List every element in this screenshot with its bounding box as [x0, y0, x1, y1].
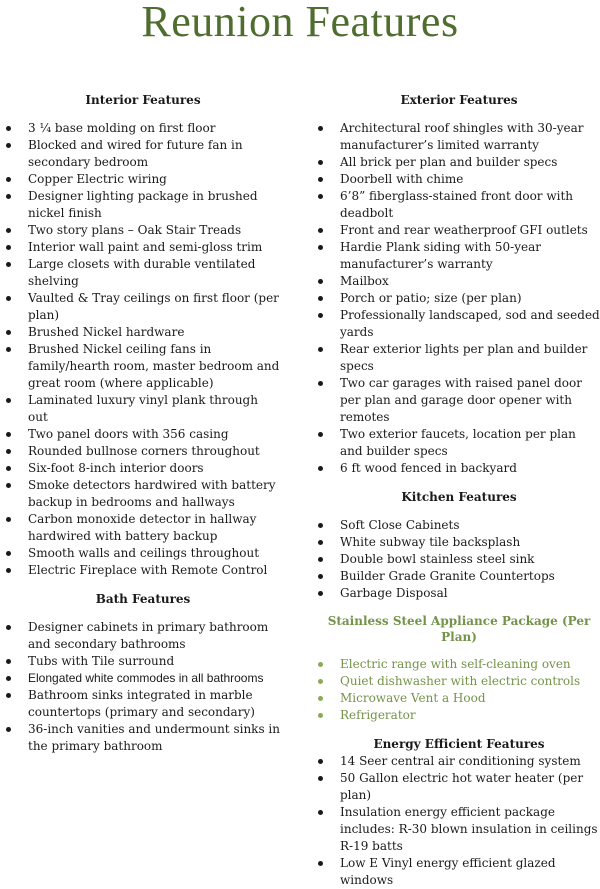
bullet-icon: [6, 330, 11, 335]
bullet-icon: [318, 776, 323, 781]
right-column: [318, 92, 600, 889]
kitchen-features-list: [318, 517, 600, 602]
list-item: Electric range with self-cleaning oven: [318, 656, 600, 673]
bullet-icon: [318, 296, 323, 301]
list-item: Bathroom sinks integrated in marble countertops (primary and secondary): [6, 687, 280, 721]
bullet-icon: [318, 696, 323, 701]
list-item: 3 ¼ base molding on first floor: [6, 120, 280, 137]
energy-features-list: [318, 753, 600, 889]
bullet-icon: [318, 574, 323, 579]
bullet-icon: [6, 398, 11, 403]
list-item: Vaulted & Tray ceilings on first floor (per plan): [6, 290, 280, 324]
exterior-features-list: [318, 120, 600, 477]
list-item: 14 Seer central air conditioning system: [318, 753, 600, 770]
list-item: Garbage Disposal: [318, 585, 600, 602]
interior-features-list: [6, 120, 280, 579]
bullet-icon: [6, 177, 11, 182]
bullet-icon: [318, 381, 323, 386]
list-item: All brick per plan and builder specs: [318, 154, 600, 171]
bullet-icon: [318, 313, 323, 318]
bullet-icon: [6, 245, 11, 250]
list-item: Doorbell with chime: [318, 171, 600, 188]
bullet-icon: [318, 591, 323, 596]
list-item: Two story plans – Oak Stair Treads: [6, 222, 280, 239]
bullet-icon: [6, 228, 11, 233]
bullet-icon: [318, 177, 323, 182]
list-item: Quiet dishwasher with electric controls: [318, 673, 600, 690]
list-item: Tubs with Tile surround: [6, 653, 280, 670]
list-item: Refrigerator: [318, 707, 600, 724]
bullet-icon: [6, 568, 11, 573]
bullet-icon: [318, 194, 323, 199]
list-item: Designer lighting package in brushed nickel finish: [6, 188, 280, 222]
list-item: Elongated white commodes in all bathrooms: [6, 670, 280, 687]
bullet-icon: [318, 662, 323, 667]
bullet-icon: [6, 296, 11, 301]
list-item: Designer cabinets in primary bathroom and secondary bathrooms: [6, 619, 280, 653]
list-item: 6’8” fiberglass-stained front door with deadbolt: [318, 188, 600, 222]
list-item: Six-foot 8-inch interior doors: [6, 460, 280, 477]
bullet-icon: [6, 126, 11, 131]
bullet-icon: [318, 713, 323, 718]
list-item: 6 ft wood fenced in backyard: [318, 460, 600, 477]
list-item: Architectural roof shingles with 30-year manufacturer’s limited warranty: [318, 120, 600, 154]
interior-features-heading: Interior Features: [85, 93, 201, 107]
list-item: Builder Grade Granite Countertops: [318, 568, 600, 585]
list-item: Carbon monoxide detector in hallway hardwired with battery backup: [6, 511, 280, 545]
bullet-icon: [318, 347, 323, 352]
list-item: Rounded bullnose corners throughout: [6, 443, 280, 460]
list-item: Front and rear weatherproof GFI outlets: [318, 222, 600, 239]
appliance-package-heading: Stainless Steel Appliance Package (Per Plan): [327, 614, 591, 644]
list-item: 36-inch vanities and undermount sinks in the primary bathroom: [6, 721, 280, 755]
bath-features-heading: Bath Features: [95, 592, 191, 606]
list-item: Rear exterior lights per plan and builder specs: [318, 341, 600, 375]
page-title: Reunion Features: [141, 0, 459, 46]
list-item: White subway tile backsplash: [318, 534, 600, 551]
kitchen-features-heading: Kitchen Features: [401, 490, 517, 504]
bullet-icon: [318, 557, 323, 562]
bullet-icon: [6, 194, 11, 199]
bullet-icon: [318, 245, 323, 250]
bullet-icon: [6, 143, 11, 148]
list-item: Smoke detectors hardwired with battery backup in bedrooms and hallways: [6, 477, 280, 511]
bullet-icon: [6, 517, 11, 522]
bullet-icon: [6, 625, 11, 630]
list-item: Interior wall paint and semi-gloss trim: [6, 239, 280, 256]
bullet-icon: [318, 523, 323, 528]
list-item: Laminated luxury vinyl plank through out: [6, 392, 280, 426]
bullet-icon: [6, 676, 11, 681]
bullet-icon: [6, 727, 11, 732]
left-column: [6, 92, 280, 755]
list-item: 50 Gallon electric hot water heater (per plan): [318, 770, 600, 804]
bullet-icon: [318, 160, 323, 165]
bullet-icon: [318, 540, 323, 545]
list-item: Microwave Vent a Hood: [318, 690, 600, 707]
bullet-icon: [318, 759, 323, 764]
list-item: Electric Fireplace with Remote Control: [6, 562, 280, 579]
list-item: Mailbox: [318, 273, 600, 290]
bullet-icon: [318, 126, 323, 131]
bullet-icon: [318, 679, 323, 684]
list-item: Blocked and wired for future fan in secondary bedroom: [6, 137, 280, 171]
bullet-icon: [318, 810, 323, 815]
energy-features-heading: Energy Efficient Features: [373, 737, 545, 751]
list-item: Two car garages with raised panel door per plan and garage door opener with remotes: [318, 375, 600, 426]
list-item: Professionally landscaped, sod and seeded yards: [318, 307, 600, 341]
bullet-icon: [6, 693, 11, 698]
list-item: Large closets with durable ventilated shelving: [6, 256, 280, 290]
bullet-icon: [318, 279, 323, 284]
bullet-icon: [318, 432, 323, 437]
exterior-features-heading: Exterior Features: [400, 93, 518, 107]
appliance-package-list: [318, 656, 600, 724]
bullet-icon: [6, 466, 11, 471]
bullet-icon: [6, 262, 11, 267]
bullet-icon: [318, 466, 323, 471]
bullet-icon: [6, 449, 11, 454]
list-item: Porch or patio; size (per plan): [318, 290, 600, 307]
bullet-icon: [6, 432, 11, 437]
list-item: Two exterior faucets, location per plan and builder specs: [318, 426, 600, 460]
list-item: Hardie Plank siding with 50-year manufacturer’s warranty: [318, 239, 600, 273]
list-item: Two panel doors with 356 casing: [6, 426, 280, 443]
list-item: Smooth walls and ceilings throughout: [6, 545, 280, 562]
bullet-icon: [6, 551, 11, 556]
list-item: Double bowl stainless steel sink: [318, 551, 600, 568]
list-item: Brushed Nickel ceiling fans in family/hearth room, master bedroom and great room (where applicable): [6, 341, 280, 392]
list-item: Copper Electric wiring: [6, 171, 280, 188]
list-item: Insulation energy efficient package includes: R-30 blown insulation in ceilings R-19 batts: [318, 804, 600, 855]
bullet-icon: [6, 483, 11, 488]
bullet-icon: [318, 228, 323, 233]
bullet-icon: [6, 659, 11, 664]
bullet-icon: [6, 347, 11, 352]
list-item: Low E Vinyl energy efficient glazed windows: [318, 855, 600, 889]
bullet-icon: [318, 861, 323, 866]
list-item: Brushed Nickel hardware: [6, 324, 280, 341]
list-item: Soft Close Cabinets: [318, 517, 600, 534]
bath-features-list: [6, 619, 280, 755]
